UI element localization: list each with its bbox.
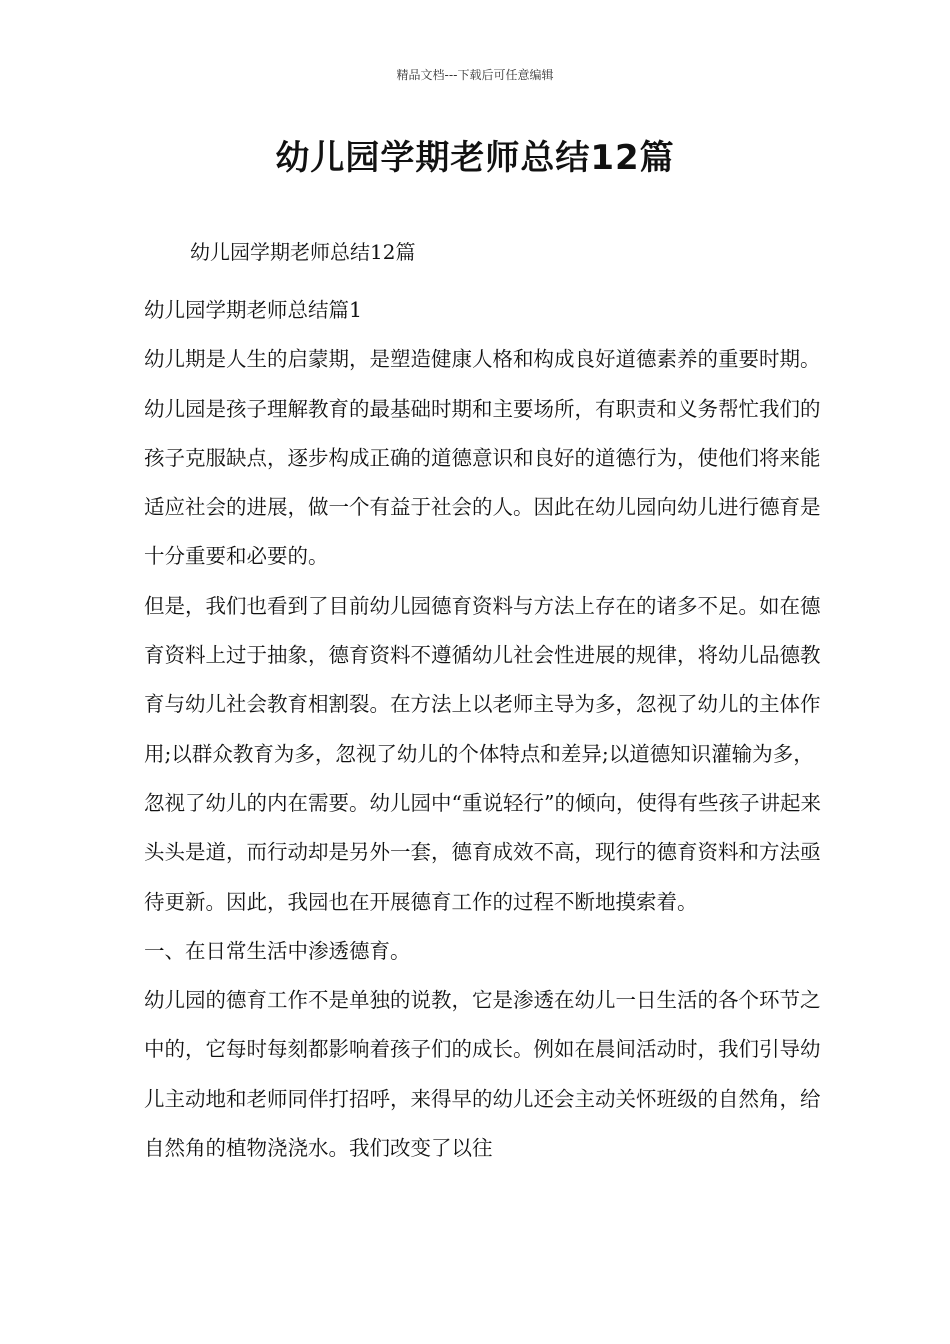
section-heading: 幼儿园学期老师总结篇1: [144, 298, 363, 322]
paragraph: 幼儿园的德育工作不是单独的说教，它是渗透在幼儿一日生活的各个环节之中的，它每时每刻都影响着孩子们的成长。例如在晨间活动时，我们引导幼儿主动地和老师同伴打招呼，来得早的幼儿还会主动关怀班级的自然角，给自然角的植物浇浇水。我们改变了以往: [144, 988, 821, 1161]
page-header: 精品文档---下载后可任意编辑: [396, 68, 554, 82]
document-title: 幼儿园学期老师总结12篇: [275, 138, 675, 178]
paragraph: 幼儿期是人生的启蒙期，是塑造健康人格和构成良好道德素养的重要时期。幼儿园是孩子理解教育的最基础时期和主要场所，有职责和义务帮忙我们的孩子克服缺点，逐步构成正确的道德意识和良好的道德行为，使他们将来能适应社会的进展，做一个有益于社会的人。因此在幼儿园向幼儿进行德育是十分重要和必要的。: [144, 347, 821, 569]
document-subtitle: 幼儿园学期老师总结12篇: [190, 240, 416, 264]
document-body: [144, 286, 824, 1173]
paragraph: 但是，我们也看到了目前幼儿园德育资料与方法上存在的诸多不足。如在德育资料上过于抽象，德育资料不遵循幼儿社会性进展的规律，将幼儿品德教育与幼儿社会教育相割裂。在方法上以老师主导为多，忽视了幼儿的主体作用;以群众教育为多，忽视了幼儿的个体特点和差异;以道德知识灌输为多，忽视了幼儿的内在需要。幼儿园中“重说轻行”的倾向，使得有些孩子讲起来头头是道，而行动却是另外一套，德育成效不高，现行的德育资料和方法亟待更新。因此，我园也在开展德育工作的过程不断地摸索着。: [144, 593, 821, 914]
subsection-heading: 一、在日常生活中渗透德育。: [144, 938, 411, 963]
